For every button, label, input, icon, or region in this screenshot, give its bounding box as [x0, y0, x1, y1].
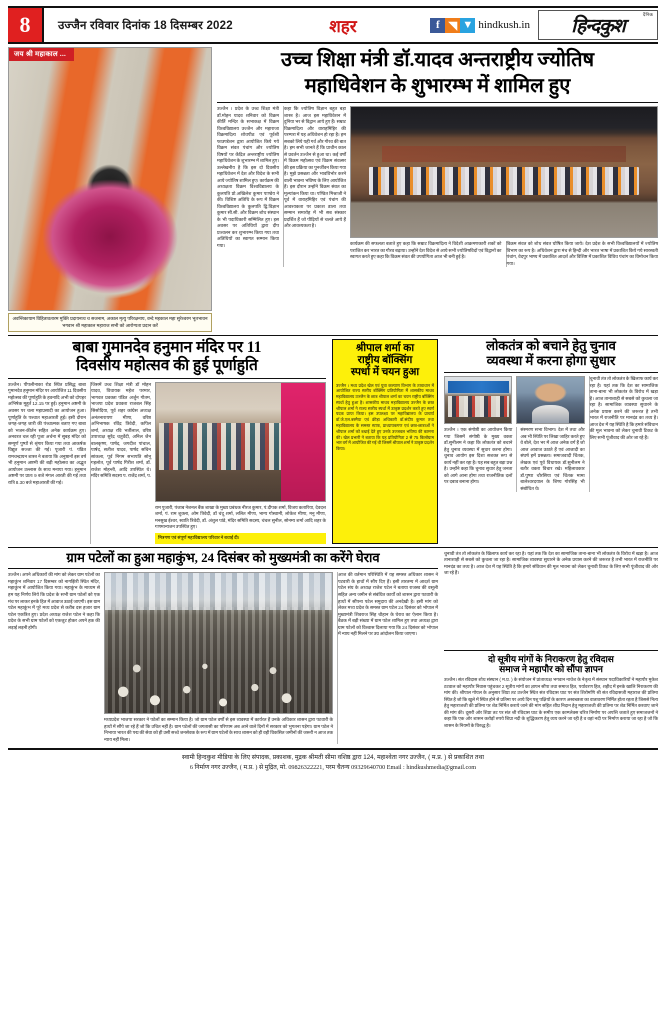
temple-photo-caption: अवन्तिकायाम विहितावतारम मुक्ति प्रदायनाथ च सजनाम, अकाल मृत्यु परिरक्षनाय, वन्दे महकाल महा सुरेश्वरम भूतभावन भगवान श्री महाकाल महाराज सभी को आरोग्यता प्रदान करें — [8, 313, 212, 332]
patel-body-col1: उज्जैन। अपने अधिकारों की मांग को लेकर ग्राम पटेलों का महाकुंभ शनिवार 17 दिसम्बर को नागझिरी स्थित मंदिर, महाकुंभ में आयोजित किया गया। महाकुंभ के माध्यम से हम यह निर्णय लिये कि प्रदेश के सभी ग्राम पटेलों को एक मंच पर लाकर इनके हित में आवाज उठाई जाएगी। इस ग्राम पटेल महाकुंभ में पूरे मध्य प्रदेश से करीब दस हजार ग्राम पटेल एकत्रित हुए। प्रदेश अध्यक्ष राजेश पटेल ने कहा कि प्रदेश के सभी ग्राम पटेलों को एकजुट होकर अपने हक की लड़ाई लड़नी होगी। — [8, 572, 100, 630]
deity-idol — [291, 404, 320, 477]
footer-line-1: स्वामी हिन्दकुश मीडिया के लिए संपादक, प्रकाशक, मुद्रक श्रीमती सीमा वशिष्ठ द्वारा 124, महाश्वेता नगर उज्जैन, ( म.प्र. ) से प्रकाशित तथा — [182, 753, 484, 761]
democracy-col1-wrap — [444, 376, 512, 492]
lead-body-col1: उज्जैन । प्रदेश के उच्च शिक्षा मंत्री डॉ.मोहन यादव शनिवार को विक्रम कीर्ति मन्दिर के सभाकक्ष में विक्रम विश्वविद्यालय उज्जैन और महाराजा विक्रमादित्य शोधपीठ एवं पूर्वश्री फाउण्डेशन द्वारा आयोजित किये गये विक्रम संवत पंचांग और ज्योतिष विषयों पर केंद्रित अन्तराष्ट्रीय ज्योतिष महाधिवेशन के शुभारम्भ में शामिल हुए। उल्लेखनीय है कि इस दो दिवसीय महाधिवेशन में देश और विदेश के सभी आये ज्योतिष शामिल हुए। कार्यक्रम की अध्यक्षता विक्रम विश्वविद्यालय के कुलपति प्रो.अखिलेश कुमार पाण्डेय ने की। विशिष्ट अतिथि के रूप में विक्रम विश्वविद्यालय के कुलपति द्वि.विज्ञान कुमार सी.सी. और विक्रम शोध संस्थान के भी पदाधिकारी सम्मिलित हुए। इस अवसर पर अतिथियों द्वारा दीप प्रज्वलन कर शुभारम्भ किया गया तथा अतिथियों का स्वागत सम्मान किया गया। — [217, 106, 279, 248]
lead-photo-column — [350, 106, 658, 267]
story-democracy — [444, 339, 658, 543]
hanuman-headline-line2: दिवसीय महोत्सव की हुई पूर्णाहुति — [76, 357, 258, 375]
story-hanuman — [8, 339, 326, 543]
lead-story — [217, 47, 658, 332]
middle-section — [8, 339, 658, 543]
democracy-headline-line1: लोकतंत्र को बचाने हेतु चुनाव — [486, 338, 616, 354]
boxing-headline-line1: श्रीपाल शर्मा का — [355, 343, 415, 355]
patel-body-col3: आज की वर्तमान परिस्थिति में यह समस्त अधिकार शासन ने पटवारी के हाथों में सौंप दिए हैं। इसी तारतम्य में आदर्श ग्राम पटेल संघ के अध्यक्ष राजेश पटेल ने बताया राजस्व की वसूली सहित अन्य जमीन से संबंधित कार्यों को शासन द्वारा पटवारी के हाथों में सौंपना पटेल समुदाय की अनदेखी है। इसी मांग को लेकर मध्य प्रदेश के समस्त ग्राम पटेल 24 दिसंबर को भोपाल में मुख्यमंत्री शिवराज सिंह चौहान के घेराव का ऐलान किया है। बैठक में बड़ी संख्या में ग्राम पटेल शामिल हुए तथा अध्यक्ष द्वारा ग्राम पटेलों को विश्वास दिलाया गया कि 24 दिसंबर को भोपाल में न्याय नहीं मिलने पर उग्र आंदोलन किया जाएगा। — [337, 572, 438, 743]
top-section — [8, 47, 658, 332]
story-ravidas — [444, 551, 658, 744]
temple-block — [8, 47, 212, 332]
page-number-badge: 8 — [8, 8, 44, 42]
hanuman-body-col3: राम पुजारी, पंजाब नेशनल बैंक शाखा के मुख्य प्रबंधक नीरज कुमार, पं.दीपक शर्मा, विजय कतारिया, देवदत्त शर्मा, पं. राम शुक्ला, ओम त्रिवेदी, डॉ चंदू शर्मा, ललित मीणा, भाग्य गोस्वामी, लोकेश मीणा, मनु मीणा, मनसुख ईश्वर, स्वाति त्रिवेदी, डॉ. अंशुल पांडे, मंदिर समिति सदस्य, चंचल सुनील, सोनम्य शर्मा आदि शहर के गणमान्यजन उपस्थित हुए। — [155, 504, 326, 530]
lead-body-col4: विक्रम संवत को शोध संवत घोषित किया जाये। देश प्रदेश के सभी विश्वविद्यालयों में ज्योतिष विभाग का रूप है। अधिवेशन द्वारा मंच से हिन्दी और भारत भाषा में प्रकाशित किये गये सारस्वती पंचांग, वेदपुर भाष्य में प्रकाशित आदर्श और विशिष्ट में प्रकाशित विविध पंचांग का विमोचन किया गया। — [506, 241, 658, 266]
ravidas-headline-line1: दो सूत्रीय मांगों के निराकरण हेतु रविदास — [488, 653, 614, 664]
newspaper-logo — [538, 10, 658, 40]
hanuman-photo-column — [155, 382, 326, 544]
hanuman-body-col2: जिसमें उच्च शिक्षा मंत्री डॉ मोहन यादव, विधायक महेश परमार, भागवत प्रवक्ता पंडित अर्जुन गौतम, भाजपा प्रदेश प्रवक्ता राजबल सिंह सिसोदिया, पूर्व शहर कांग्रेस अध्यक्ष अनंतनारायण मीणा, वरिष्ठ अभिभाषक रविंद्र त्रिवेदी, कपिल शर्मा, अध्यक्ष रवि भर्तीलाल, वरिष्ठ उपाध्यक्ष सुरेंद्र चतुर्वेदी, अनिल जैन बालकृष्ण, पार्षद, जगदीश पांचाल, पार्षद, सतीश यादव, पार्षद सचिन सांकला, पूर्व निगम सभापति सोनू गहलोत, पूर्व पार्षद गिरीश शर्मा, डॉ. राजेश मोहन्ती, आदि उपस्थित थे। मंदिर समिति सदस्य प. राजेंद्र शर्मा, प. — [90, 382, 151, 544]
bottom-section — [8, 551, 658, 744]
patel-body-col2: मध्यप्रदेश भाजपा सरकार ने पटेलों का सम्मान किया है। जो ग्राम पटेल वर्षों से इस व्यवस्था में कार्यरत हैं उनके अधिकार शासन द्वारा पटवारी के हाथों में सौंपे जा रहे हैं जो कि उचित नहीं है। ग्राम पटेलों की जगतासी का परिणाम अब आने वाले दिनों में सरकार को भुगतना पड़ेगा। ग्राम पटेल ने निभाया भारत की पद्म की सेवा को ही उसी सच्चे जनसेवक के रूप में ग्राम पटेलों के साथ शासन को ही वही विकसित जमीनों की जरूरी न आज तक न्याय नहीं मिला। — [104, 717, 333, 742]
logo-text: हिन्दकुश — [571, 16, 625, 37]
masthead — [8, 6, 658, 44]
seminar-banner-photo — [444, 376, 512, 424]
patel-mahakumbh-crowd-photo — [104, 572, 333, 714]
hanuman-highlight-note: मित्रगण एवं संपूर्ण महाविद्यालय परिवार ने बधाई दी। — [155, 533, 326, 544]
democracy-body-col2: संस्मरण सभा विभाग। देश में तथा और अब भी स्थिति पर लिखा जाहिर करते हुए वे बोले, देश भर में आज अनेक वर्ग हैं जो आज आवाज उठाते हैं एवं आजादी का संघर्ष हमें प्रसन्नता। समाजवादी चिंतक, लेखक एवं पूर्व विधायक डॉ.सुनीलम ने बतौर वक्ता विचार रखे। महिलावकार डॉ.पुष्पा चौरसिया एवं चिंतक मामा बालेश्वरदयाल के शिष्य गोरसिंह भी संबोधित थे। — [516, 427, 584, 492]
patel-headline: ग्राम पटेलों का हुआ महाकुंभ, 24 दिसंबर को मुख्यमंत्री का करेंगे घेराव — [66, 549, 380, 565]
speaker-portrait-photo — [516, 376, 584, 424]
ravidas-top-continued-text: चुनावी तंत्र तो लोकतंत्र के खिलाफ कार्य कर रहा है। यहां तक कि देश का सामाजिक ताना-बाना भी लोकतंत्र के विरोध में खड़ा है। आज तानाशाही से सबसे को कुचला जा रहा है। सामाजिक व्यवस्था सुधारने के अनेक प्रयास करने की जरूरत है तभी भारत में राजनीति पर मानदंड का तथ्य है। आज देश में यह स्थिति है कि हमारे संविधान की मूल भावना को लेकर चुनावी टिकट के लिए सभी पूंजीवाद की ओर जा रहे हैं। — [444, 550, 658, 576]
ravidas-body: उज्जैन। संत रविदास शोध संस्थान ( म.प्र. ) के संयोजन में प्रांताध्यक्ष भगवान नाथेश के नेतृत्व में संस्थान पदाधिकारियों ने महापौर मुकेश टटवाल को महापौर निवास पहुंचकर 2 सूत्रीय मांगों का ज्ञापन सौंपा तथा समाज हित, पर्यावरण हित, शहीद में इनके खालि निराकरण की मांग की। श्रीपाल गोयल के अनुसार शिप्रा तट उज्जैन स्थित संत रविदास घाट पर संत शिरोमणि श्री संत रविदासजी महाराज की प्रतिमा स्थित है जो कि खुले में स्थित होने से प्रतिमा पर आये दिन पशु पक्षियों के कारण अस्वच्छता का वातावरण निर्मित होता रहता है जिससे नित्य हेतु महाराजजी की प्रतिमा पर शेड निर्मित कराये जाने की मांग सहित शीघ्र निदान हेतु महाराजजी की प्रतिमा पर शेड निर्मित करवाए जाने की मांग की। दूसरी ओर शिप्रा तट पर संत श्री रविदास घाट के समीप एक काम्प्लेक्स चरित्र निर्माण पर अपत्ति जताते हुए समाजजनों ने कहा कि एक ओर शासन करोड़ों रुपये शिप्रा नदी के शुद्धिकरण हेतु व्यय करने जा रही है व वहां नदी पर निर्माण कराया जा रहा है जो कि शासन के नियमों के विरुद्ध है। — [444, 677, 658, 728]
lead-body-col2: कहा कि ज्योतिष विज्ञान बहुत बड़ा शास्त्र है। आज इस महाविवेशन में दुनिया भर से विद्वान आये हुए हैं। सम्राट विक्रमादित्य और वाराहमिहिर की परम्परा में यह अधिवेशन हो रहा है। हम सबको लिये यही गर्व और गौरव की बात है। हम सभी जानते हैं कि प्राचीन काल से प्रवर्तन उज्जैन से हुआ था। कई वर्षों में विक्रम महोत्सव एवं विक्रम संवत्सर की इस प्रक्रिया का पुनर्जीवन किया गया है। मुझे प्रसन्नता और भावविभोर करने वाली भावना भविष्य के लिए आयोजित हैं। इस दौरान उन्होंने विक्रम संवत का मूल्यांकन किया था। पण्डित मिश्राजी ने पूर्व में वाराहमिहिर एवं पंचांग की आवश्यकता पर प्रकाश डाला तथा सम्मान समारोह में भी सब संस्कार प्रदर्शित हैं जो पीढ़ियों से चलते आये हैं और आवश्यकता है। — [283, 106, 346, 267]
democracy-col2-wrap — [516, 376, 584, 492]
social-links — [398, 8, 538, 42]
website-url[interactable]: hindkush.in — [478, 19, 530, 31]
boxing-body: उज्जैन । मध्य प्रदेश खेल एवं युवा कल्याण विभाग के तत्वाधान में आयोजित राज्य स्तरीय बॉक्सिंग प्रतियोगिता में शासकीय माधव महाविद्यालय उज्जैन के छात्र श्रीपाल शर्मा का चयन राष्ट्रीय बॉक्सिंग स्पर्धा हेतु हुआ है। शासकीय माधव महाविद्यालय उज्जैन के छात्र श्रीपाल शर्मा ने राज्य स्तरीय स्पर्धा में उत्कृष्ट प्रदर्शन करते हुए स्वर्ण पदक प्राप्त किया। इस उपलक्ष्य पर महाविद्यालय के प्राचार्य डॉ.जे.एल.बरमैया एवं क्रीड़ा अधिकारी डॉ.संदीप कुमार तथा महाविद्यालय के समस्त स्टाफ, प्राध्यापकगण एवं छात्र-छात्राओं ने श्रीपाल शर्मा को बधाई देते हुए उनके उज्जवल भविष्य की कामना की। खेल प्रभारी ने बताया कि यह प्रतियोगिता 2 से 75 किलोग्राम भार वर्ग में आयोजित की गई थी जिसमें श्रीपाल शर्मा ने उत्कृष्ट प्रदर्शन किया। — [336, 382, 434, 452]
story-boxing — [332, 339, 438, 543]
boxing-headline-line3: स्पर्धा में चयन हुआ — [350, 367, 420, 379]
jai-shri-mahakal-banner: जय श्री महाकाल ... — [9, 48, 74, 61]
facebook-icon[interactable]: f — [430, 18, 445, 33]
boxing-headline-line2: राष्ट्रीय बॉक्सिंग — [357, 355, 413, 367]
twitter-icon[interactable]: ▼ — [460, 18, 475, 33]
story-patel — [8, 551, 438, 744]
conference-stage-photo — [350, 106, 658, 238]
democracy-body-col3: चुनावी तंत्र तो लोकतंत्र के खिलाफ कार्य कर रहा है। यहां तक कि देश का सामाजिक ताना-बाना भी लोकतंत्र के विरोध में खड़ा है। आज तानाशाही से सबसे को कुचला जा रहा है। सामाजिक व्यवस्था सुधारने के अनेक प्रयास करने की जरूरत है तभी भारत में राजनीति पर मानदंड का तथ्य है। आज देश में यह स्थिति है कि हमारे संविधान की मूल भावना को लेकर चुनावी टिकट के लिए सभी पूंजीवाद की ओर जा रहे हैं। — [589, 376, 658, 492]
lead-headline-line1: उच्च शिक्षा मंत्री डॉ.यादव अन्तराष्ट्रीय ज्योतिष — [280, 49, 595, 71]
hanuman-body-col1: उज्जैन। पीपलीनाका रोड स्थित प्रसिद्ध बाबा गुमानदेव हनुमान मंदिर पर आयोजित 11 दिवसीय महोत्सव की पूर्णाहुति के हवनादि अभी को दोपहर अभिषेक मुहूर्त 12.15 पर हुई। हनुमान अष्टमी के अवसर पर चला महाप्रसादी का आयोजन हुआ। पूर्णाहुति के पश्चात महाआरती हुई। इसी दौरान जगह-जगह जारी की पंच्चात्मक बताए गए बाबा को भजन-कीर्तन सहित अनेक कार्यक्रम हुए। अनवरत चल रही पूजा अर्चना में सुबह मंदिर को सम्पूर्ण पुष्पों से श्रृंगार किया गया तथा आकर्षक विद्युत सज्जा की गई। पूजारी पं. पंडित रामचन्द्रायन शास्त्र ने बताया कि अनुष्ठानों इस वर्ष भी हनुमान अष्टमी की बड़ी महोत्सव का अद्भुत आयोजन उल्लास के साथ मनाया गया। हनुमान अष्टमी पर प्रातः 9 बजे मंगल आरती की गई तथा रात्रि 8.30 बजे महाआरती की गई। — [8, 381, 86, 485]
patel-photo-column — [104, 572, 333, 743]
lead-headline-line2: महाधिवेशन के शुभारम्भ में शामिल हुए — [304, 75, 571, 97]
ravidas-headline-line2: समाज ने महापौर को सौंपा ज्ञापन — [499, 663, 603, 674]
logo-tagline: दैनिक — [642, 12, 653, 17]
lead-body-col3: कार्यक्रम की सफलता बताते हुए कहा कि सम्राट विक्रमादित्य ने विदेशी आक्रमणकारी शकों को पराजित कर भारत का गौरव बढ़ाया। उन्होंने देश विदेश से आये सभी ज्योतिषविदों एवं विद्वानों का स्वागत करते हुए कहा कि विक्रम संवत की उपयोगिता आज भी बनी हुई है। — [350, 241, 502, 260]
section-title: शहर — [329, 16, 357, 36]
rss-icon[interactable]: ◥ — [445, 18, 460, 33]
footer-line-2: 6 निर्माण नगर उज्जैन, ( म.प्र. ) से मुद्रित, मो. 09826322221, परम चैतन्य 09329640700 Email : hindkushmedia@gmail.com — [189, 764, 477, 772]
mahakal-temple-photo — [8, 47, 212, 311]
democracy-body-col1: उज्जैन । एक संगोष्ठी का आयोजन किया गया जिसमें संगोष्ठी के मुख्य वक्ता डॉ.सुनीलम ने कहा कि लोकतंत्र को बचाने हेतु चुनाव व्यवस्था में सुधार करना होगा। चुनाव आयोग इस दिशा सशक्त रूप से कार्य नहीं कर रहा है। यह सब बहुत बड़ा प्रश्न है। उन्होंने कहा कि चुनाव सुधार हेतु जनता को आगे आना होगा तथा राजनीतिक दलों पर दबाव बनाना होगा। — [444, 427, 513, 485]
democracy-headline-line2: व्यवस्था में करना होगा सुधार — [486, 353, 616, 369]
dateline: उज्जैन रविवार दिनांक 18 दिसम्बर 2022 — [58, 19, 233, 32]
hanuman-temple-event-photo — [155, 382, 326, 502]
hanuman-headline-line1: बाबा गुमानदेव हनुमान मंदिर पर 11 — [72, 339, 262, 357]
footer — [8, 748, 658, 774]
